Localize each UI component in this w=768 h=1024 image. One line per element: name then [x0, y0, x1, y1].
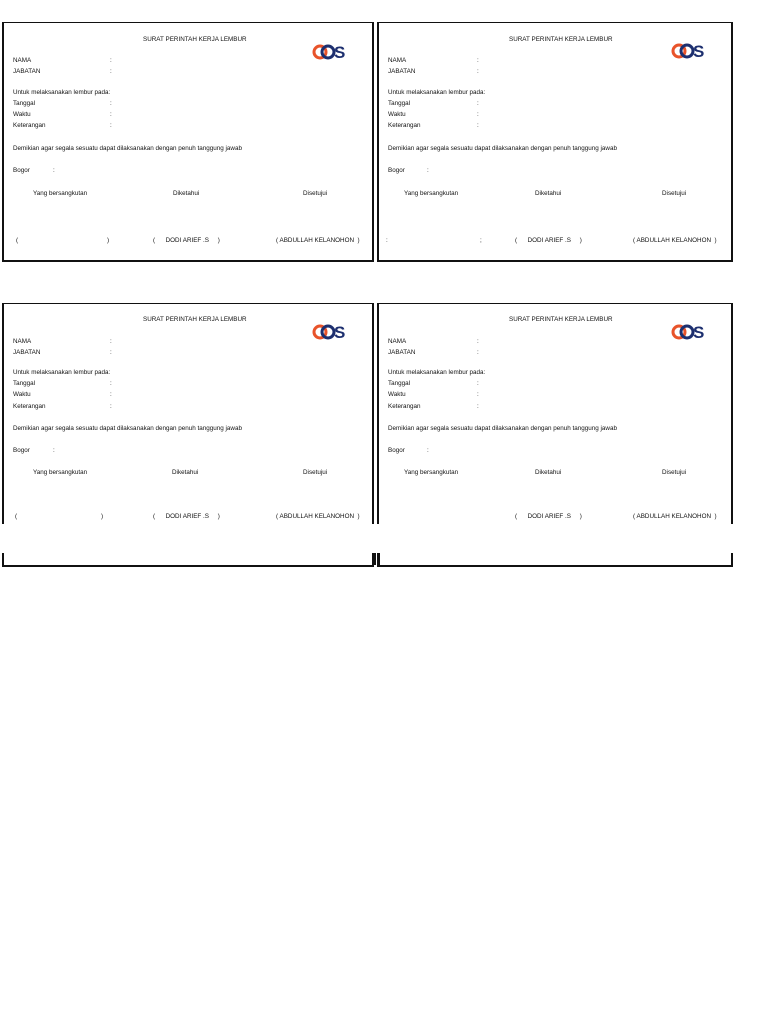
form-border	[2, 553, 4, 565]
label-jabatan: JABATAN	[13, 68, 41, 75]
place-label: Bogor	[13, 167, 30, 174]
ocs-logo	[312, 321, 352, 343]
label-keterangan: Keterangan	[388, 403, 421, 410]
colon: :	[110, 68, 112, 75]
colon: :	[477, 100, 479, 107]
intro-text: Untuk melaksanakan lembur pada:	[13, 89, 111, 96]
colon: :	[110, 122, 112, 129]
signer-acknowledged: Diketahui	[173, 190, 200, 197]
colon: :	[110, 380, 112, 387]
signature-paren-open: (	[15, 513, 18, 520]
label-keterangan: Keterangan	[388, 122, 421, 129]
label-keterangan: Keterangan	[13, 403, 46, 410]
label-keterangan: Keterangan	[13, 122, 46, 129]
svg-text:S: S	[693, 323, 705, 342]
signer-approved: Disetujui	[303, 190, 328, 197]
signature-paren-close: )	[107, 237, 110, 244]
colon: :	[477, 57, 479, 64]
colon: :	[110, 403, 112, 410]
form-border	[378, 553, 380, 565]
form-border	[2, 260, 374, 262]
overtime-form-top-left	[0, 0, 374, 264]
signer-employee: Yang bersangkutan	[33, 190, 88, 197]
label-tanggal: Tanggal	[13, 100, 36, 107]
form-border	[2, 22, 374, 23]
form-border	[377, 22, 733, 23]
svg-text:S: S	[334, 43, 346, 62]
ocs-logo	[671, 321, 711, 343]
signature-paren-open: (	[16, 237, 19, 244]
form-title: SURAT PERINTAH KERJA LEMBUR	[143, 36, 247, 43]
label-tanggal: Tanggal	[13, 380, 36, 387]
page-gap	[0, 524, 768, 553]
signer-acknowledged: Diketahui	[535, 469, 562, 476]
colon: :	[110, 100, 112, 107]
colon: :	[110, 57, 112, 64]
overtime-form-top-right	[376, 0, 736, 264]
signer-acknowledged: Diketahui	[172, 469, 199, 476]
name-acknowledged: ( DODI ARIEF .S )	[153, 513, 220, 520]
label-nama: NAMA	[388, 57, 407, 64]
colon: :	[477, 338, 479, 345]
place-label: Bogor	[388, 447, 405, 454]
label-nama: NAMA	[388, 338, 407, 345]
colon: :	[110, 349, 112, 356]
colon: :	[477, 380, 479, 387]
form-title: SURAT PERINTAH KERJA LEMBUR	[509, 316, 613, 323]
svg-text:S: S	[693, 42, 705, 61]
name-acknowledged: ( DODI ARIEF .S )	[515, 237, 582, 244]
signer-employee: Yang bersangkutan	[404, 469, 459, 476]
svg-text:S: S	[334, 323, 346, 342]
colon: :	[477, 403, 479, 410]
label-waktu: Waktu	[13, 111, 31, 118]
name-approved: ( ABDULLAH KELANOHON )	[633, 513, 717, 520]
signer-employee: Yang bersangkutan	[404, 190, 459, 197]
statement-text: Demikian agar segala sesuatu dapat dilaksanakan dengan penuh tanggung jawab	[13, 425, 242, 432]
label-jabatan: JABATAN	[388, 349, 416, 356]
name-acknowledged: ( DODI ARIEF .S )	[515, 513, 582, 520]
form-border	[374, 553, 376, 565]
signature-paren-close: ;	[480, 237, 482, 244]
signature-paren-close: )	[101, 513, 104, 520]
label-waktu: Waktu	[13, 391, 31, 398]
name-acknowledged: ( DODI ARIEF .S )	[153, 237, 220, 244]
form-title: SURAT PERINTAH KERJA LEMBUR	[509, 36, 613, 43]
statement-text: Demikian agar segala sesuatu dapat dilaksanakan dengan penuh tanggung jawab	[388, 425, 617, 432]
intro-text: Untuk melaksanakan lembur pada:	[388, 369, 486, 376]
ocs-logo	[671, 40, 711, 62]
intro-text: Untuk melaksanakan lembur pada:	[13, 369, 111, 376]
form-border	[377, 565, 733, 567]
colon: :	[477, 111, 479, 118]
form-border	[377, 260, 733, 262]
colon: :	[427, 447, 429, 454]
label-nama: NAMA	[13, 338, 32, 345]
form-border	[377, 22, 379, 262]
name-approved: ( ABDULLAH KELANOHON )	[276, 513, 360, 520]
form-title: SURAT PERINTAH KERJA LEMBUR	[143, 316, 247, 323]
colon: :	[427, 167, 429, 174]
colon: :	[477, 68, 479, 75]
place-label: Bogor	[388, 167, 405, 174]
name-approved: ( ABDULLAH KELANOHON )	[276, 237, 360, 244]
label-waktu: Waktu	[388, 391, 406, 398]
label-tanggal: Tanggal	[388, 100, 411, 107]
signer-employee: Yang bersangkutan	[33, 469, 88, 476]
signer-acknowledged: Diketahui	[535, 190, 562, 197]
form-border	[372, 22, 374, 262]
label-tanggal: Tanggal	[388, 380, 411, 387]
colon: :	[477, 391, 479, 398]
colon: :	[477, 349, 479, 356]
form-border	[2, 565, 374, 567]
label-jabatan: JABATAN	[388, 68, 416, 75]
label-jabatan: JABATAN	[13, 349, 41, 356]
colon: :	[110, 111, 112, 118]
form-border	[731, 22, 733, 262]
form-border	[2, 22, 4, 262]
signer-approved: Disetujui	[303, 469, 328, 476]
form-border	[2, 303, 374, 304]
statement-text: Demikian agar segala sesuatu dapat dilaksanakan dengan penuh tanggung jawab	[388, 145, 617, 152]
form-border	[731, 553, 733, 565]
signer-approved: Disetujui	[662, 190, 687, 197]
label-nama: NAMA	[13, 57, 32, 64]
statement-text: Demikian agar segala sesuatu dapat dilaksanakan dengan penuh tanggung jawab	[13, 145, 242, 152]
intro-text: Untuk melaksanakan lembur pada:	[388, 89, 486, 96]
place-label: Bogor	[13, 447, 30, 454]
signer-approved: Disetujui	[662, 469, 687, 476]
colon: :	[53, 447, 55, 454]
colon: :	[110, 391, 112, 398]
label-waktu: Waktu	[388, 111, 406, 118]
colon: :	[53, 167, 55, 174]
colon: :	[110, 338, 112, 345]
signature-paren-open: :	[386, 237, 388, 244]
form-border	[377, 303, 733, 304]
colon: :	[477, 122, 479, 129]
ocs-logo	[312, 41, 352, 63]
name-approved: ( ABDULLAH KELANOHON )	[633, 237, 717, 244]
